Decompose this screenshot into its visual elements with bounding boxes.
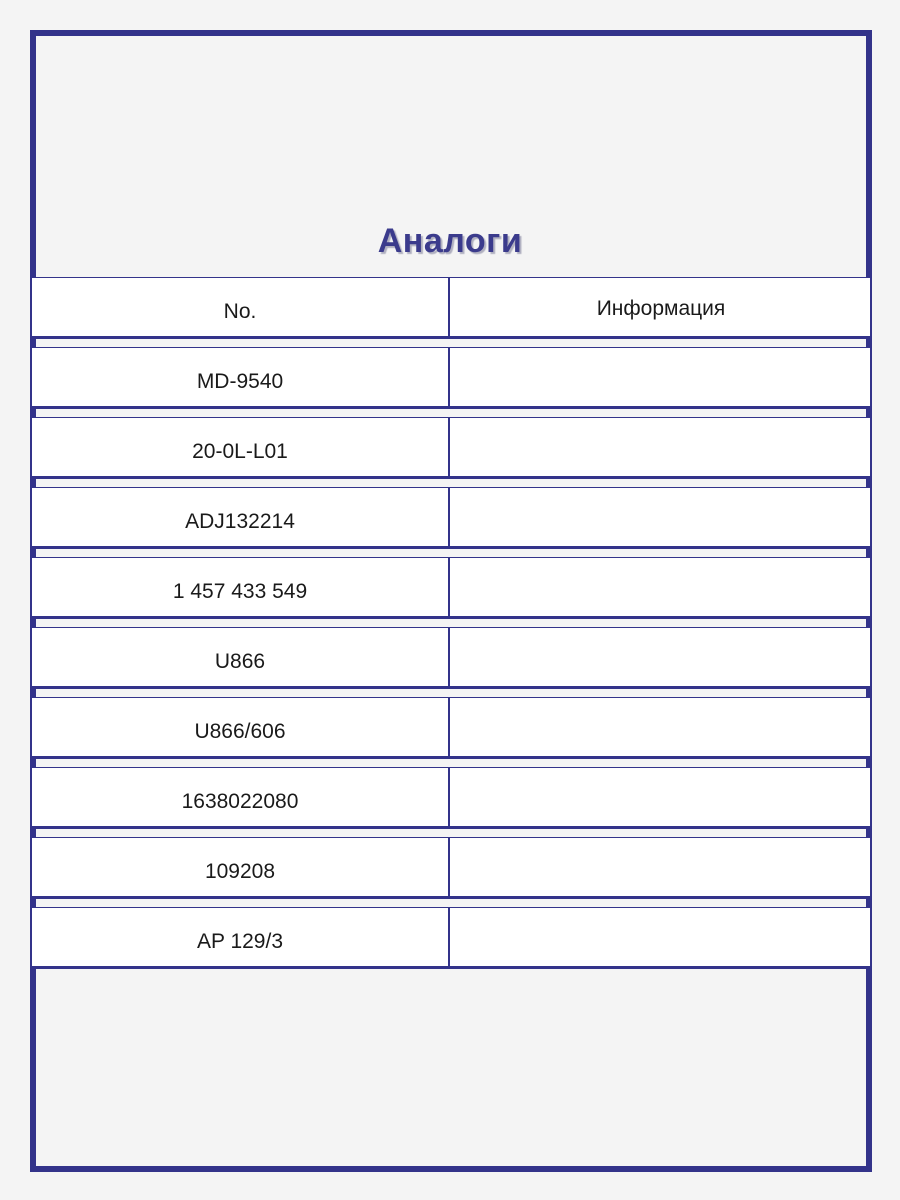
cell-number: AP 129/3	[32, 908, 450, 966]
page-title: Аналоги	[377, 222, 523, 260]
cell-information	[452, 558, 870, 616]
cell-number: 1 457 433 549	[32, 558, 450, 616]
table-row	[31, 557, 871, 617]
cell-number: 109208	[32, 838, 450, 896]
cell-information	[452, 628, 870, 686]
cell-information	[452, 838, 870, 896]
cell-information	[452, 488, 870, 546]
table-row	[31, 837, 871, 897]
cell-number: 20-0L-L01	[32, 418, 450, 476]
table-row	[31, 487, 871, 547]
table-row	[31, 347, 871, 407]
column-header-number: No.	[32, 278, 450, 336]
table-row	[31, 417, 871, 477]
table-header	[31, 277, 871, 337]
cell-number: U866/606	[32, 698, 450, 756]
cell-information	[452, 418, 870, 476]
table-row	[31, 907, 871, 967]
cell-information	[452, 348, 870, 406]
column-header-information: Информация	[596, 297, 726, 320]
table-row	[31, 627, 871, 687]
cell-number: 1638022080	[32, 768, 450, 826]
cell-information	[452, 698, 870, 756]
cell-information	[452, 908, 870, 966]
cell-information	[452, 768, 870, 826]
cell-number: MD-9540	[32, 348, 450, 406]
table-row	[31, 697, 871, 757]
table-row	[31, 767, 871, 827]
cell-number: U866	[32, 628, 450, 686]
cell-number: ADJ132214	[32, 488, 450, 546]
